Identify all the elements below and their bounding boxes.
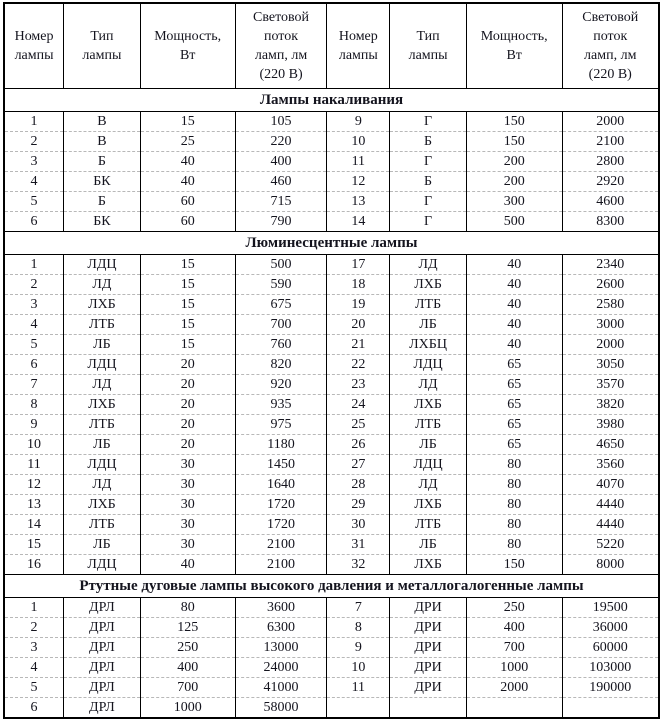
column-header-flux-right: Световой поток ламп, лм (220 В) bbox=[562, 3, 659, 89]
table-cell: Б bbox=[390, 172, 467, 192]
table-cell: ДРИ bbox=[390, 598, 467, 618]
table-cell: 8000 bbox=[562, 555, 659, 575]
table-cell: 14 bbox=[327, 212, 390, 232]
table-cell: 65 bbox=[466, 375, 562, 395]
table-cell: 2920 bbox=[562, 172, 659, 192]
table-cell: ЛТБ bbox=[390, 295, 467, 315]
table-row bbox=[4, 132, 659, 152]
table-cell: ЛТБ bbox=[64, 415, 141, 435]
table-cell: 20 bbox=[327, 315, 390, 335]
table-cell: ЛБ bbox=[390, 535, 467, 555]
section-title: Ртутные дуговые лампы высокого давления и металлогалогенные лампы bbox=[4, 575, 659, 598]
table-cell: 36000 bbox=[562, 618, 659, 638]
table-row bbox=[4, 455, 659, 475]
lamp-luminous-flux-table bbox=[3, 2, 660, 719]
table-cell bbox=[562, 698, 659, 719]
table-cell: Г bbox=[390, 112, 467, 132]
table-cell: 220 bbox=[235, 132, 327, 152]
table-cell: В bbox=[64, 112, 141, 132]
table-cell: 5 bbox=[4, 192, 64, 212]
table-cell: 9 bbox=[327, 638, 390, 658]
table-cell: ЛДЦ bbox=[64, 555, 141, 575]
table-cell: 18 bbox=[327, 275, 390, 295]
table-cell: 40 bbox=[140, 555, 235, 575]
table-cell: 150 bbox=[466, 132, 562, 152]
table-cell: ЛТБ bbox=[64, 315, 141, 335]
table-cell: 16 bbox=[4, 555, 64, 575]
table-cell: 80 bbox=[466, 455, 562, 475]
table-cell: ЛХБ bbox=[390, 555, 467, 575]
table-cell: 250 bbox=[466, 598, 562, 618]
table-cell: ЛТБ bbox=[390, 515, 467, 535]
table-cell: 20 bbox=[140, 415, 235, 435]
table-cell: В bbox=[64, 132, 141, 152]
table-cell: ЛДЦ bbox=[390, 355, 467, 375]
table-cell: Г bbox=[390, 152, 467, 172]
table-cell: 1720 bbox=[235, 495, 327, 515]
table-row bbox=[4, 678, 659, 698]
table-row bbox=[4, 275, 659, 295]
table-cell: ЛД bbox=[390, 255, 467, 275]
table-row bbox=[4, 192, 659, 212]
table-cell: 590 bbox=[235, 275, 327, 295]
table-row bbox=[4, 355, 659, 375]
table-cell: 820 bbox=[235, 355, 327, 375]
table-row bbox=[4, 152, 659, 172]
table-cell: 1 bbox=[4, 598, 64, 618]
table-cell bbox=[466, 698, 562, 719]
table-cell: 14 bbox=[4, 515, 64, 535]
table-cell: 2340 bbox=[562, 255, 659, 275]
table-cell bbox=[390, 698, 467, 719]
table-cell: 20 bbox=[140, 375, 235, 395]
table-cell: ЛДЦ bbox=[64, 255, 141, 275]
table-cell: 2 bbox=[4, 132, 64, 152]
table-cell: 250 bbox=[140, 638, 235, 658]
table-cell: 6 bbox=[4, 212, 64, 232]
column-header-lamp-type-left: Тип лампы bbox=[64, 3, 141, 89]
table-row bbox=[4, 415, 659, 435]
table-cell: 65 bbox=[466, 355, 562, 375]
table-cell: 400 bbox=[140, 658, 235, 678]
table-row bbox=[4, 395, 659, 415]
table-cell: 2000 bbox=[466, 678, 562, 698]
table-cell: 40 bbox=[140, 172, 235, 192]
table-cell: ЛД bbox=[64, 475, 141, 495]
table-cell: 15 bbox=[140, 255, 235, 275]
table-row bbox=[4, 515, 659, 535]
table-cell: ЛДЦ bbox=[64, 455, 141, 475]
table-cell: 10 bbox=[327, 658, 390, 678]
table-cell: 30 bbox=[140, 515, 235, 535]
table-cell: 150 bbox=[466, 555, 562, 575]
table-cell: 2000 bbox=[562, 112, 659, 132]
table-cell: 40 bbox=[466, 255, 562, 275]
table-cell: 40 bbox=[466, 335, 562, 355]
table-cell: ДРЛ bbox=[64, 658, 141, 678]
table-cell: 3 bbox=[4, 295, 64, 315]
table-row bbox=[4, 658, 659, 678]
table-cell: 935 bbox=[235, 395, 327, 415]
table-cell: 4440 bbox=[562, 515, 659, 535]
column-header-flux-left: Световой поток ламп, лм (220 В) bbox=[235, 3, 327, 89]
table-cell: 29 bbox=[327, 495, 390, 515]
table-cell: 1 bbox=[4, 255, 64, 275]
table-cell: 80 bbox=[140, 598, 235, 618]
table-cell: 715 bbox=[235, 192, 327, 212]
table-cell: 500 bbox=[235, 255, 327, 275]
table-cell: 500 bbox=[466, 212, 562, 232]
table-cell: 41000 bbox=[235, 678, 327, 698]
table-cell: ДРЛ bbox=[64, 598, 141, 618]
table-cell: 80 bbox=[466, 495, 562, 515]
table-cell: 4070 bbox=[562, 475, 659, 495]
table-cell: ЛХБ bbox=[64, 295, 141, 315]
table-cell: 9 bbox=[4, 415, 64, 435]
table-cell: 12 bbox=[4, 475, 64, 495]
table-cell: 125 bbox=[140, 618, 235, 638]
section-header-row bbox=[4, 575, 659, 598]
column-header-lamp-number-left: Номер лампы bbox=[4, 3, 64, 89]
table-row bbox=[4, 475, 659, 495]
table-cell: 2100 bbox=[562, 132, 659, 152]
table-cell: 15 bbox=[140, 112, 235, 132]
table-cell: 25 bbox=[140, 132, 235, 152]
table-cell: ДРЛ bbox=[64, 638, 141, 658]
table-row bbox=[4, 555, 659, 575]
table-row bbox=[4, 375, 659, 395]
table-row bbox=[4, 255, 659, 275]
table-cell: 24 bbox=[327, 395, 390, 415]
table-cell: 4650 bbox=[562, 435, 659, 455]
table-cell: 15 bbox=[140, 315, 235, 335]
table-cell: 700 bbox=[140, 678, 235, 698]
table-cell: ЛДЦ bbox=[390, 455, 467, 475]
table-cell: 200 bbox=[466, 172, 562, 192]
table-row bbox=[4, 435, 659, 455]
table-cell: 2100 bbox=[235, 555, 327, 575]
table-cell: 21 bbox=[327, 335, 390, 355]
section-title: Лампы накаливания bbox=[4, 89, 659, 112]
table-cell: 3000 bbox=[562, 315, 659, 335]
table-body bbox=[4, 89, 659, 719]
table-cell: ЛБ bbox=[64, 535, 141, 555]
table-cell: 30 bbox=[140, 475, 235, 495]
table-cell: 20 bbox=[140, 395, 235, 415]
table-cell: ДРИ bbox=[390, 678, 467, 698]
table-cell: 20 bbox=[140, 355, 235, 375]
table-cell: 24000 bbox=[235, 658, 327, 678]
table-cell: 15 bbox=[140, 295, 235, 315]
table-cell: 80 bbox=[466, 475, 562, 495]
table-cell: 30 bbox=[140, 495, 235, 515]
table-cell: 9 bbox=[327, 112, 390, 132]
table-cell: 2800 bbox=[562, 152, 659, 172]
table-cell: 1 bbox=[4, 112, 64, 132]
table-cell: 32 bbox=[327, 555, 390, 575]
table-cell: 760 bbox=[235, 335, 327, 355]
table-cell: 10 bbox=[4, 435, 64, 455]
table-cell: ЛД bbox=[64, 375, 141, 395]
table-cell: 4440 bbox=[562, 495, 659, 515]
table-cell: Г bbox=[390, 212, 467, 232]
table-row bbox=[4, 535, 659, 555]
table-row bbox=[4, 495, 659, 515]
table-cell: 30 bbox=[140, 455, 235, 475]
table-cell: 2580 bbox=[562, 295, 659, 315]
table-cell: ЛХБ bbox=[390, 495, 467, 515]
table-cell: 400 bbox=[235, 152, 327, 172]
table-cell: ДРЛ bbox=[64, 618, 141, 638]
table-cell: 5 bbox=[4, 678, 64, 698]
table-cell: БК bbox=[64, 212, 141, 232]
table-cell: 1640 bbox=[235, 475, 327, 495]
table-cell: 975 bbox=[235, 415, 327, 435]
table-cell: Б bbox=[64, 152, 141, 172]
table-cell: 11 bbox=[4, 455, 64, 475]
table-row bbox=[4, 698, 659, 719]
table-cell: 6 bbox=[4, 355, 64, 375]
table-cell: ДРИ bbox=[390, 638, 467, 658]
table-row bbox=[4, 335, 659, 355]
table-cell: ЛХБ bbox=[64, 495, 141, 515]
table-cell: 13 bbox=[327, 192, 390, 212]
table-cell: 60000 bbox=[562, 638, 659, 658]
table-cell: 11 bbox=[327, 678, 390, 698]
table-cell: ЛД bbox=[390, 475, 467, 495]
table-cell: 80 bbox=[466, 515, 562, 535]
table-row bbox=[4, 638, 659, 658]
table-cell: ЛБ bbox=[64, 435, 141, 455]
table-cell: 920 bbox=[235, 375, 327, 395]
table-cell: 58000 bbox=[235, 698, 327, 719]
table-cell: ДРЛ bbox=[64, 678, 141, 698]
table-cell: ЛД bbox=[390, 375, 467, 395]
table-cell: 190000 bbox=[562, 678, 659, 698]
table-cell: 2 bbox=[4, 618, 64, 638]
table-cell: 31 bbox=[327, 535, 390, 555]
section-header-row bbox=[4, 232, 659, 255]
table-cell: 200 bbox=[466, 152, 562, 172]
table-cell: ЛХБ bbox=[390, 395, 467, 415]
table-cell: 15 bbox=[140, 335, 235, 355]
table-cell: 20 bbox=[140, 435, 235, 455]
table-cell: 8 bbox=[4, 395, 64, 415]
table-cell: 13 bbox=[4, 495, 64, 515]
table-cell: ДРИ bbox=[390, 658, 467, 678]
table-cell: 3 bbox=[4, 638, 64, 658]
table-cell: 103000 bbox=[562, 658, 659, 678]
table-cell: ЛБ bbox=[390, 315, 467, 335]
table-cell: ЛТБ bbox=[390, 415, 467, 435]
table-cell: 3600 bbox=[235, 598, 327, 618]
table-cell: 2 bbox=[4, 275, 64, 295]
table-cell: 105 bbox=[235, 112, 327, 132]
table-cell: Б bbox=[64, 192, 141, 212]
table-cell: ДРИ bbox=[390, 618, 467, 638]
table-cell: 65 bbox=[466, 415, 562, 435]
table-cell: 25 bbox=[327, 415, 390, 435]
table-cell: 4 bbox=[4, 658, 64, 678]
table-cell: 3 bbox=[4, 152, 64, 172]
table-cell: 5220 bbox=[562, 535, 659, 555]
table-header bbox=[4, 3, 659, 89]
table-cell: 700 bbox=[466, 638, 562, 658]
table-cell: ДРЛ bbox=[64, 698, 141, 719]
table-cell: 8300 bbox=[562, 212, 659, 232]
table-cell: 1000 bbox=[140, 698, 235, 719]
table-cell: 6300 bbox=[235, 618, 327, 638]
table-cell: 3570 bbox=[562, 375, 659, 395]
table-cell: 12 bbox=[327, 172, 390, 192]
table-cell: 700 bbox=[235, 315, 327, 335]
table-cell: 5 bbox=[4, 335, 64, 355]
table-cell: 40 bbox=[466, 275, 562, 295]
table-cell: ЛХБ bbox=[64, 395, 141, 415]
table-cell: 19500 bbox=[562, 598, 659, 618]
table-cell: 1450 bbox=[235, 455, 327, 475]
table-cell: 30 bbox=[327, 515, 390, 535]
table-cell: ЛХБ bbox=[390, 275, 467, 295]
table-cell: ЛБ bbox=[64, 335, 141, 355]
table-cell: 65 bbox=[466, 435, 562, 455]
table-cell: 150 bbox=[466, 112, 562, 132]
table-cell: 15 bbox=[4, 535, 64, 555]
section-title: Люминесцентные лампы bbox=[4, 232, 659, 255]
table-cell: 40 bbox=[466, 295, 562, 315]
table-cell: 300 bbox=[466, 192, 562, 212]
table-cell: 4 bbox=[4, 315, 64, 335]
column-header-lamp-number-right: Номер лампы bbox=[327, 3, 390, 89]
table-cell: 7 bbox=[4, 375, 64, 395]
table-row bbox=[4, 112, 659, 132]
table-cell: Б bbox=[390, 132, 467, 152]
table-cell: 460 bbox=[235, 172, 327, 192]
column-header-lamp-type-right: Тип лампы bbox=[390, 3, 467, 89]
table-cell: 3560 bbox=[562, 455, 659, 475]
table-cell: 80 bbox=[466, 535, 562, 555]
table-cell: ЛДЦ bbox=[64, 355, 141, 375]
section-header-row bbox=[4, 89, 659, 112]
table-row bbox=[4, 618, 659, 638]
table-cell: 1720 bbox=[235, 515, 327, 535]
table-cell: 2600 bbox=[562, 275, 659, 295]
table-cell: ЛБ bbox=[390, 435, 467, 455]
table-cell: 3980 bbox=[562, 415, 659, 435]
table-cell: БК bbox=[64, 172, 141, 192]
table-cell: Г bbox=[390, 192, 467, 212]
table-row bbox=[4, 295, 659, 315]
table-cell: 675 bbox=[235, 295, 327, 315]
table-cell: 8 bbox=[327, 618, 390, 638]
table-cell: 2000 bbox=[562, 335, 659, 355]
table-cell: 2100 bbox=[235, 535, 327, 555]
table-cell: 790 bbox=[235, 212, 327, 232]
table-cell: 1000 bbox=[466, 658, 562, 678]
table-cell: ЛТБ bbox=[64, 515, 141, 535]
table-cell: 40 bbox=[466, 315, 562, 335]
column-header-power-right: Мощность, Вт bbox=[466, 3, 562, 89]
table-cell: 1180 bbox=[235, 435, 327, 455]
table-cell: 4 bbox=[4, 172, 64, 192]
table-row bbox=[4, 315, 659, 335]
table-cell: ЛД bbox=[64, 275, 141, 295]
table-cell: 60 bbox=[140, 212, 235, 232]
table-cell: 23 bbox=[327, 375, 390, 395]
table-cell: 60 bbox=[140, 192, 235, 212]
header-row bbox=[4, 3, 659, 89]
table-cell: 400 bbox=[466, 618, 562, 638]
table-cell: 17 bbox=[327, 255, 390, 275]
table-row bbox=[4, 172, 659, 192]
table-cell bbox=[327, 698, 390, 719]
table-cell: 26 bbox=[327, 435, 390, 455]
column-header-power-left: Мощность, Вт bbox=[140, 3, 235, 89]
table-cell: 30 bbox=[140, 535, 235, 555]
table-cell: 3820 bbox=[562, 395, 659, 415]
table-cell: 28 bbox=[327, 475, 390, 495]
table-cell: 3050 bbox=[562, 355, 659, 375]
table-cell: 7 bbox=[327, 598, 390, 618]
table-cell: 11 bbox=[327, 152, 390, 172]
table-cell: 22 bbox=[327, 355, 390, 375]
table-cell: 15 bbox=[140, 275, 235, 295]
table-row bbox=[4, 598, 659, 618]
table-cell: ЛХБЦ bbox=[390, 335, 467, 355]
table-cell: 27 bbox=[327, 455, 390, 475]
table-cell: 40 bbox=[140, 152, 235, 172]
table-cell: 65 bbox=[466, 395, 562, 415]
table-cell: 19 bbox=[327, 295, 390, 315]
table-cell: 13000 bbox=[235, 638, 327, 658]
table-cell: 10 bbox=[327, 132, 390, 152]
table-cell: 6 bbox=[4, 698, 64, 719]
table-cell: 4600 bbox=[562, 192, 659, 212]
table-row bbox=[4, 212, 659, 232]
